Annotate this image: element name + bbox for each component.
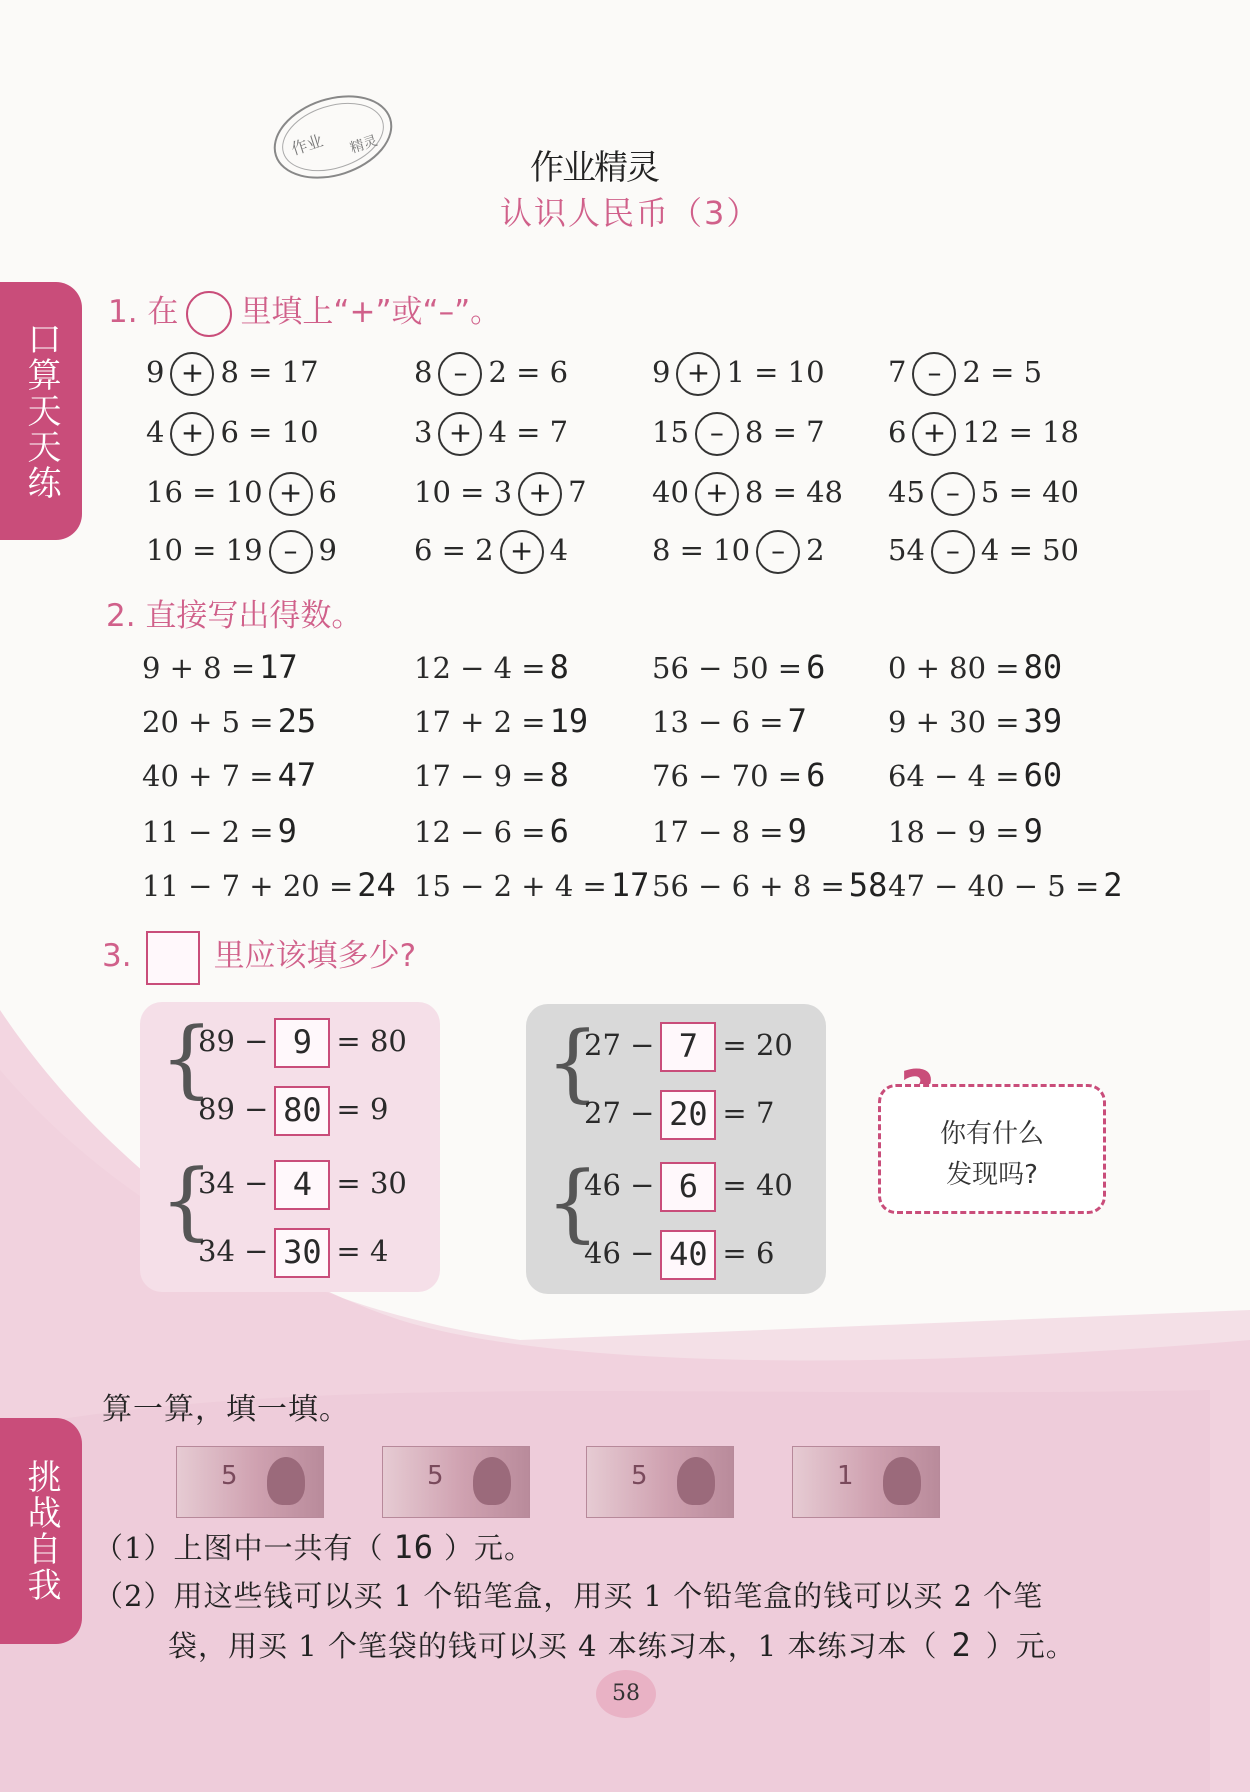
q1-operator-answer: – — [438, 352, 482, 396]
q2-answer: 17 — [610, 866, 650, 904]
q2-equation — [142, 866, 396, 904]
q1-operator-answer: – — [931, 472, 975, 516]
question-1-header: 1. 在 里填上“+”或“–”。 — [108, 286, 501, 337]
q2-equation — [888, 866, 1123, 904]
q1-equation — [888, 352, 1042, 396]
q1-left-operand: 8 — [414, 355, 433, 389]
challenge-header: 算一算，填一填。 — [102, 1392, 350, 1427]
q1-operator-answer: – — [695, 412, 739, 456]
challenge-question-1: （1）上图中一共有（ 16 ）元。 — [94, 1528, 534, 1566]
q1-operator-answer: + — [695, 472, 739, 516]
q2-equation — [414, 866, 649, 904]
q2-equation — [142, 756, 316, 794]
q1-right-operand: 2 = 6 — [488, 355, 569, 389]
q2-equation — [888, 648, 1062, 686]
q3-minuend: 89 − — [198, 1024, 269, 1058]
q2-answer: 60 — [1023, 756, 1063, 794]
q2-expression: 76 − 70 = — [652, 759, 803, 793]
q3-result: = 20 — [722, 1028, 793, 1062]
q3-minuend: 27 − — [584, 1028, 655, 1062]
q3-equation — [584, 1230, 774, 1280]
q3-equation — [198, 1228, 388, 1278]
q2-equation — [414, 648, 569, 686]
q1-right-operand: 4 = 50 — [980, 533, 1079, 567]
q2-equation — [888, 812, 1043, 850]
lesson-title: 认识人民币（3） — [500, 194, 761, 232]
q1-right-operand: 6 — [318, 475, 337, 509]
q2-answer: 47 — [277, 756, 317, 794]
banknote-image — [176, 1446, 324, 1518]
q2-equation — [652, 648, 825, 686]
q3-result: = 9 — [336, 1092, 389, 1126]
q1-equation — [888, 530, 1079, 574]
q2-equation — [652, 812, 807, 850]
banknote-image — [586, 1446, 734, 1518]
q1-left-operand: 16 = 10 — [146, 475, 263, 509]
q1-right-operand: 2 — [806, 533, 825, 567]
q1-operator-answer: + — [438, 412, 482, 456]
q3-answer-box: 4 — [274, 1160, 330, 1210]
q1-right-operand: 4 — [549, 533, 569, 567]
brand-stamp-logo — [268, 92, 398, 182]
q1-left-operand: 10 = 3 — [414, 475, 513, 509]
q3-result: = 30 — [336, 1166, 407, 1200]
q2-equation — [142, 648, 298, 686]
question-2-header: 2. 直接写出得数。 — [106, 598, 363, 634]
q2-answer: 8 — [549, 756, 569, 794]
q1-left-operand: 4 — [146, 415, 165, 449]
q1-operator-answer: + — [518, 472, 562, 516]
q2-equation — [142, 812, 297, 850]
q2-expression: 9 + 30 = — [888, 705, 1020, 739]
q1-equation — [652, 352, 825, 396]
q2-answer: 17 — [259, 648, 298, 686]
q2-equation — [888, 702, 1062, 740]
answer-total: 16 — [393, 1528, 434, 1566]
banknote-image — [382, 1446, 530, 1518]
q2-equation — [652, 756, 825, 794]
q1-equation — [146, 472, 337, 516]
q1-right-operand: 12 = 18 — [962, 415, 1079, 449]
q2-expression: 64 − 4 = — [888, 759, 1020, 793]
challenge-question-2-line1: （2）用这些钱可以买 1 个铅笔盒，用买 1 个铅笔盒的钱可以买 2 个笔 — [94, 1579, 1044, 1613]
challenge-question-2-line2: 袋，用买 1 个笔袋的钱可以买 4 本练习本，1 本练习本（ 2 ）元。 — [168, 1626, 1076, 1664]
q2-equation — [652, 702, 807, 740]
q3-answer-box: 20 — [660, 1090, 716, 1140]
q3-equation — [198, 1018, 407, 1068]
q3-result: = 6 — [722, 1236, 775, 1270]
q2-expression: 20 + 5 = — [142, 705, 274, 739]
q1-right-operand: 5 = 40 — [980, 475, 1079, 509]
q2-equation — [652, 866, 887, 904]
banknote-denomination: 5 — [221, 1461, 238, 1491]
q2-expression: 9 + 8 = — [142, 651, 256, 685]
brace-icon: { — [160, 1009, 214, 1107]
q2-answer: 6 — [806, 648, 826, 686]
q2-answer: 39 — [1023, 702, 1063, 740]
q1-equation — [146, 412, 319, 456]
q1-equation — [414, 412, 568, 456]
q1-equation — [146, 352, 319, 396]
q3-equation — [198, 1160, 407, 1210]
q1-equation — [652, 472, 843, 516]
q3-equation — [584, 1022, 793, 1072]
q1-left-operand: 9 — [146, 355, 165, 389]
q1-right-operand: 8 = 7 — [744, 415, 825, 449]
q1-right-operand: 2 = 5 — [962, 355, 1043, 389]
q3-minuend: 46 − — [584, 1168, 655, 1202]
q2-answer: 58 — [848, 866, 888, 904]
q3-equation — [584, 1090, 774, 1140]
q1-right-operand: 7 — [568, 475, 587, 509]
q2-equation — [414, 756, 569, 794]
brace-icon: { — [160, 1151, 214, 1249]
q3-answer-box: 30 — [274, 1228, 330, 1278]
q1-right-operand: 9 — [318, 533, 337, 567]
q2-answer: 6 — [806, 756, 826, 794]
q1-left-operand: 40 — [652, 475, 689, 509]
portrait-icon — [473, 1457, 511, 1505]
q2-answer: 6 — [549, 812, 569, 850]
q2-answer: 25 — [277, 702, 317, 740]
q3-answer-box: 7 — [660, 1022, 716, 1072]
q1-left-operand: 9 — [652, 355, 671, 389]
q1-left-operand: 15 — [652, 415, 689, 449]
q2-equation — [414, 702, 588, 740]
q2-expression: 40 + 7 = — [142, 759, 274, 793]
q3-result: = 4 — [336, 1234, 389, 1268]
q2-answer: 9 — [277, 812, 297, 850]
q1-left-operand: 10 = 19 — [146, 533, 263, 567]
q2-expression: 17 + 2 = — [414, 705, 546, 739]
q3-equation — [198, 1086, 388, 1136]
q2-expression: 11 − 2 = — [142, 815, 274, 849]
q2-expression: 17 − 9 = — [414, 759, 546, 793]
q1-operator-answer: + — [269, 472, 313, 516]
q2-answer: 9 — [787, 812, 807, 850]
banknote-denomination: 5 — [427, 1461, 444, 1491]
q1-left-operand: 3 — [414, 415, 433, 449]
q2-answer: 2 — [1103, 866, 1123, 904]
q1-right-operand: 1 = 10 — [726, 355, 825, 389]
q3-minuend: 27 − — [584, 1096, 655, 1130]
q1-equation — [146, 530, 337, 574]
portrait-icon — [677, 1457, 715, 1505]
q2-expression: 15 − 2 + 4 = — [414, 869, 607, 903]
q2-expression: 17 − 8 = — [652, 815, 784, 849]
q3-equation — [584, 1162, 793, 1212]
q1-equation — [888, 412, 1079, 456]
q1-left-operand: 6 — [888, 415, 907, 449]
q3-result: = 7 — [722, 1096, 775, 1130]
banknote-denomination: 5 — [631, 1461, 648, 1491]
portrait-icon — [883, 1457, 921, 1505]
q1-left-operand: 8 = 10 — [652, 533, 751, 567]
q3-answer-box: 40 — [660, 1230, 716, 1280]
q3-minuend: 46 − — [584, 1236, 655, 1270]
q3-result: = 40 — [722, 1168, 793, 1202]
side-tab-challenge: 挑战自我 — [0, 1418, 82, 1644]
discover-callout: 你有什么 发现吗? — [878, 1084, 1106, 1214]
q3-minuend: 34 − — [198, 1166, 269, 1200]
q2-expression: 56 − 6 + 8 = — [652, 869, 845, 903]
q1-operator-answer: – — [269, 530, 313, 574]
q1-operator-answer: + — [676, 352, 720, 396]
question-3-header: 3. 里应该填多少? — [102, 930, 416, 985]
q2-expression: 12 − 6 = — [414, 815, 546, 849]
q2-equation — [414, 812, 569, 850]
brace-icon: { — [546, 1013, 600, 1111]
svg-text:精灵: 精灵 — [348, 132, 380, 157]
q2-answer: 19 — [549, 702, 589, 740]
svg-text:作业: 作业 — [289, 130, 326, 159]
q2-expression: 47 − 40 − 5 = — [888, 869, 1100, 903]
q2-expression: 11 − 7 + 20 = — [142, 869, 354, 903]
q1-operator-answer: – — [912, 352, 956, 396]
q1-equation — [888, 472, 1079, 516]
side-tab-oral-calc: 口算天天练 — [0, 282, 82, 540]
q2-expression: 12 − 4 = — [414, 651, 546, 685]
q1-right-operand: 6 = 10 — [220, 415, 319, 449]
page-number: 58 — [596, 1670, 656, 1718]
q1-right-operand: 8 = 17 — [220, 355, 319, 389]
q3-minuend: 34 − — [198, 1234, 269, 1268]
q3-answer-box: 9 — [274, 1018, 330, 1068]
q1-operator-answer: + — [500, 530, 544, 574]
banknote-image — [792, 1446, 940, 1518]
q1-right-operand: 4 = 7 — [488, 415, 569, 449]
q1-operator-answer: – — [756, 530, 800, 574]
brand-title: 作业精灵 — [530, 148, 658, 188]
q2-expression: 18 − 9 = — [888, 815, 1020, 849]
q1-equation — [652, 530, 825, 574]
q2-answer: 24 — [357, 866, 396, 904]
portrait-icon — [267, 1457, 305, 1505]
q3-minuend: 89 − — [198, 1092, 269, 1126]
q2-answer: 7 — [787, 702, 807, 740]
q1-operator-answer: – — [931, 530, 975, 574]
brace-icon: { — [546, 1153, 600, 1251]
q1-operator-answer: + — [170, 352, 214, 396]
q2-answer: 9 — [1023, 812, 1043, 850]
q1-equation — [652, 412, 825, 456]
q3-answer-box: 80 — [274, 1086, 330, 1136]
q1-equation — [414, 472, 587, 516]
q1-left-operand: 6 = 2 — [414, 533, 494, 567]
q3-result: = 80 — [336, 1024, 407, 1058]
q2-expression: 0 + 80 = — [888, 651, 1020, 685]
q2-equation — [888, 756, 1062, 794]
q2-expression: 13 − 6 = — [652, 705, 784, 739]
q1-left-operand: 45 — [888, 475, 925, 509]
q2-equation — [142, 702, 316, 740]
q1-right-operand: 8 = 48 — [744, 475, 843, 509]
banknote-denomination: 1 — [837, 1461, 854, 1491]
square-placeholder-icon — [146, 931, 200, 985]
q1-equation — [414, 352, 568, 396]
q3-answer-box: 6 — [660, 1162, 716, 1212]
q1-left-operand: 54 — [888, 533, 925, 567]
q2-answer: 80 — [1023, 648, 1063, 686]
circle-placeholder-icon — [186, 291, 232, 337]
answer-notebook-price: 2 — [951, 1626, 972, 1664]
q2-answer: 8 — [549, 648, 569, 686]
q1-operator-answer: + — [912, 412, 956, 456]
q1-equation — [414, 530, 568, 574]
q1-operator-answer: + — [170, 412, 214, 456]
q1-left-operand: 7 — [888, 355, 907, 389]
q2-expression: 56 − 50 = — [652, 651, 803, 685]
